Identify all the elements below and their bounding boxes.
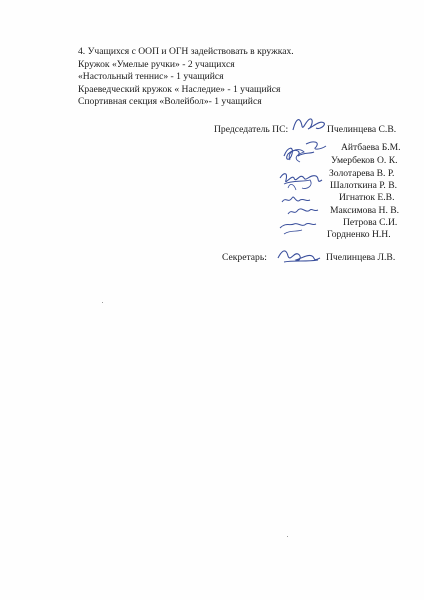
club-line: Кружок «Умелые ручки» - 2 учащихся [78, 58, 235, 70]
club-line: Краеведческий кружок « Наследие» - 1 учащийся [78, 83, 281, 95]
member-name: Айтбаева Б.М. [341, 142, 401, 153]
secretary-label: Секретарь: [222, 252, 267, 263]
member-name: Максимова Н. В. [330, 205, 400, 216]
secretary-name: Пчелинцева Л.В. [326, 252, 396, 263]
member-name: Шалоткина Р. В. [330, 180, 397, 191]
club-line: Спортивная секция «Волейбол»- 1 учащийся [78, 96, 262, 108]
decision-text [78, 46, 294, 109]
member-name: Умербеков О. К. [331, 155, 398, 166]
chair-signature [290, 114, 330, 141]
scan-speck [102, 302, 103, 303]
member-name: Игнатюк Е.В. [339, 192, 395, 203]
member-name: Петрова С.И. [343, 217, 398, 228]
member-name: Золотарева В. Р. [329, 168, 395, 179]
chair-name: Пчелинцева С.В. [327, 124, 397, 135]
member-name: Гордненко Н.Н. [327, 229, 391, 240]
club-line: «Настольный теннис» - 1 учащийся [78, 71, 224, 83]
chair-label: Председатель ПС: [214, 124, 289, 135]
secretary-signature [276, 244, 324, 273]
member-signatures [276, 138, 334, 247]
scan-speck [287, 536, 288, 537]
decision-item-4: 4. Учащихся с ООП и ОГН задействовать в кружках. [78, 46, 294, 57]
